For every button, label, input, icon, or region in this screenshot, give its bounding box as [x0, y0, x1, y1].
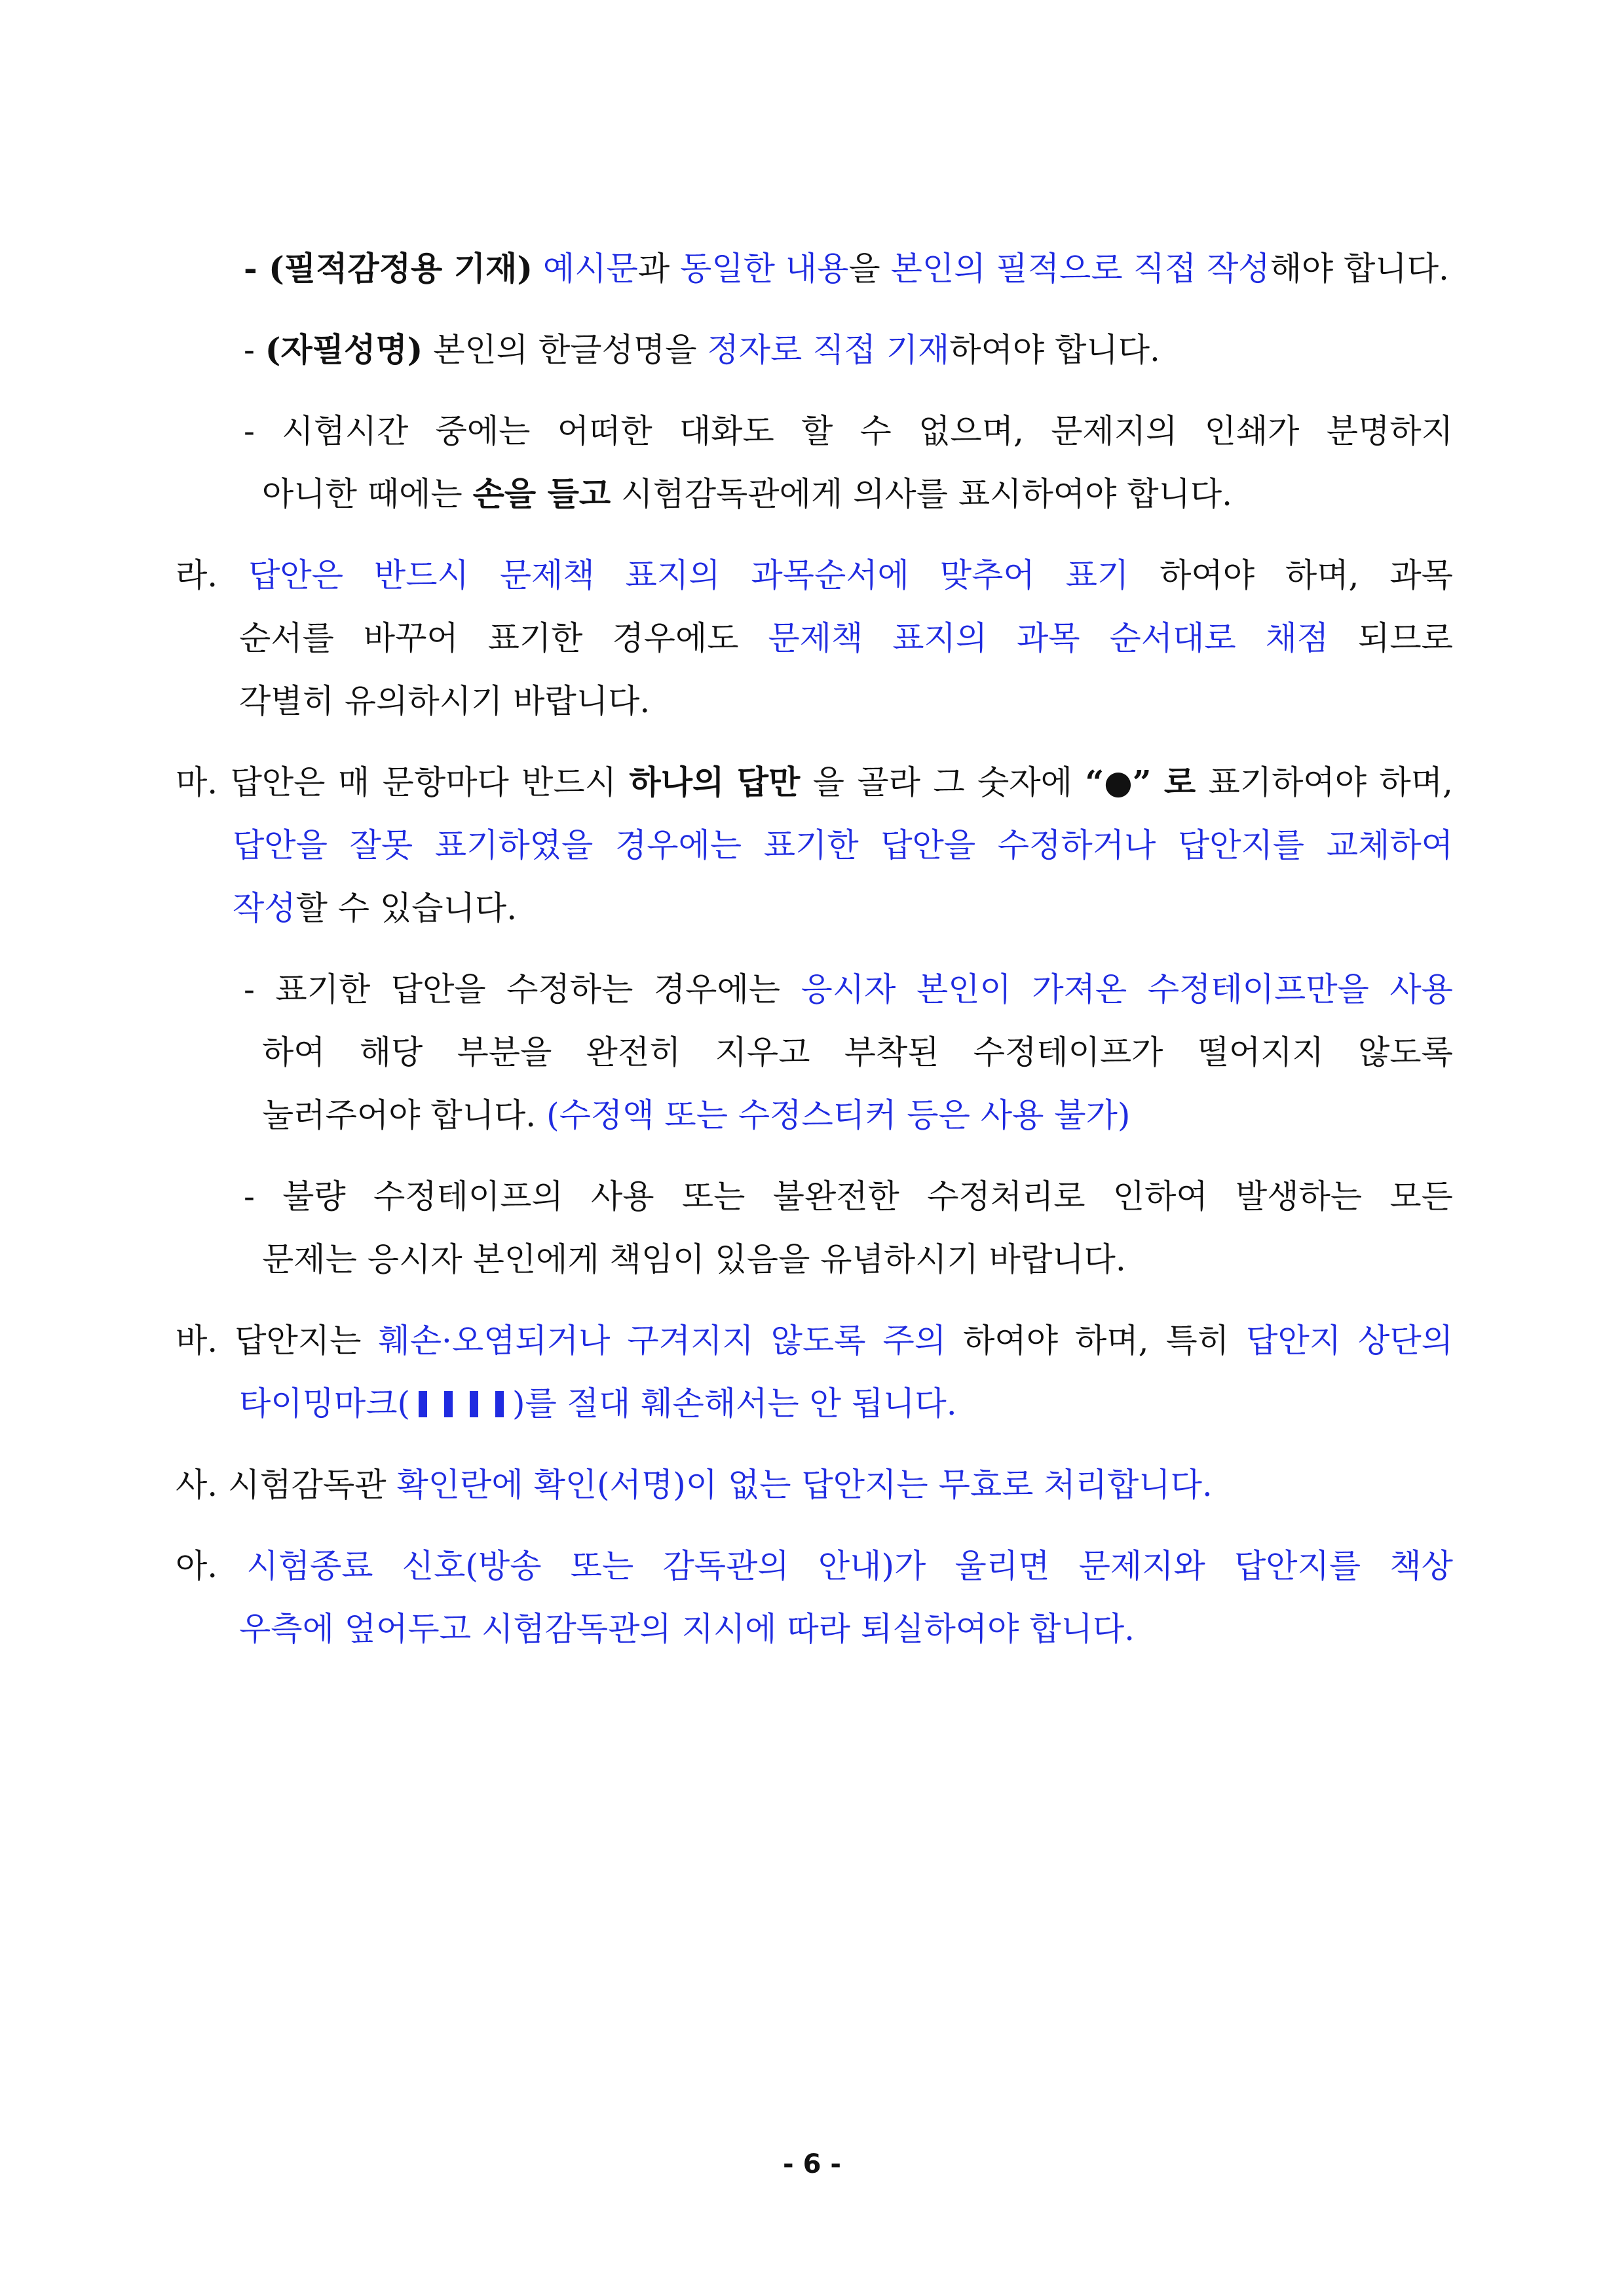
- text-segment: )를 절대 훼손해서는 안 됩니다.: [512, 1385, 957, 1423]
- text-segment: 눌러주어야 합니다.: [262, 1096, 547, 1134]
- text-word: 수정하는: [506, 970, 633, 1008]
- text-word: 주의: [882, 1322, 947, 1360]
- text-word: 수정테이프가: [973, 1033, 1163, 1071]
- text-line: [176, 1546, 1453, 1586]
- text-word: -: [244, 412, 255, 450]
- text-word: 문제지의: [1051, 412, 1178, 450]
- text-word: 바.: [176, 1322, 218, 1360]
- text-segment: 하여야 합니다.: [949, 331, 1160, 369]
- text-line: [262, 474, 1232, 514]
- text-segment: 사. 시험감독관: [176, 1466, 397, 1504]
- text-line: [176, 1465, 1213, 1504]
- text-word: 사용: [1389, 970, 1453, 1008]
- text-segment: 손을 들고: [472, 474, 611, 513]
- text-word: 문항마다: [382, 763, 509, 801]
- text-word: 맞추어: [939, 556, 1035, 594]
- text-word: 인하여: [1112, 1177, 1208, 1215]
- text-word: 대화도: [679, 412, 774, 450]
- text-word: 또는: [570, 1547, 634, 1585]
- text-word: 문제지와: [1078, 1547, 1205, 1585]
- page-number: - 6 -: [783, 2149, 841, 2179]
- text-word: 골라: [857, 763, 920, 801]
- text-word: 표기한: [487, 619, 583, 657]
- text-word: 수: [859, 412, 892, 450]
- text-word: 중에는: [435, 412, 531, 450]
- text-word: 완전히: [586, 1033, 681, 1071]
- text-word: 사용: [590, 1177, 654, 1215]
- text-segment: 예시문: [542, 250, 638, 288]
- text-word: 하나의: [629, 763, 725, 801]
- text-word: 수정하거나: [997, 826, 1156, 864]
- text-word: 않도록: [1357, 1033, 1453, 1071]
- text-segment: 과: [637, 250, 681, 288]
- text-word: 과목: [1016, 619, 1080, 657]
- text-word: 하며,: [1285, 556, 1359, 594]
- text-word: 인쇄가: [1204, 412, 1300, 450]
- text-word: 을: [812, 763, 844, 801]
- timing-mark-icon: [419, 1391, 427, 1417]
- text-word: 훼손·오염되거나: [378, 1322, 611, 1360]
- text-word: 부분을: [457, 1033, 552, 1071]
- text-word: 본인이: [916, 970, 1011, 1008]
- text-line: [244, 1177, 1453, 1216]
- text-segment: -: [244, 331, 265, 369]
- text-segment: (필적감정용 기재): [269, 249, 533, 288]
- text-word: 상단의: [1358, 1322, 1453, 1360]
- text-word: 바꾸어: [363, 619, 459, 657]
- timing-mark-icon: [470, 1391, 478, 1417]
- text-word: 하여: [262, 1033, 326, 1071]
- text-word: 그: [933, 763, 965, 801]
- text-line: [239, 619, 1453, 658]
- text-word: 답안지는: [235, 1322, 362, 1360]
- text-word: 표지의: [625, 556, 721, 594]
- text-segment: 문제는 응시자 본인에게 책임이 있음을 유념하시기 바랍니다.: [262, 1240, 1126, 1278]
- text-line: [239, 681, 650, 721]
- text-word: 답안지: [1246, 1322, 1342, 1360]
- text-word: 문제책: [768, 619, 863, 657]
- text-segment: (수정액 또는 수정스티커 등은 사용 불가): [546, 1096, 1131, 1134]
- text-word: 표기하여야: [1208, 763, 1367, 801]
- text-segment: 해야 합니다.: [1270, 250, 1449, 288]
- text-word: 순서대로: [1109, 619, 1236, 657]
- text-word: 분명하지: [1326, 412, 1453, 450]
- text-segment: 할 수 있습니다.: [295, 889, 518, 927]
- text-word: 응시자: [801, 970, 896, 1008]
- text-word: 수정테이프만을: [1147, 970, 1369, 1008]
- text-segment: 확인란에 확인(서명)이 없는 답안지는 무효로 처리합니다.: [396, 1466, 1213, 1504]
- text-word: 라.: [176, 556, 218, 594]
- text-segment: -: [244, 249, 269, 288]
- text-word: 답안은: [248, 556, 344, 594]
- timing-mark-icon: [495, 1391, 504, 1417]
- text-word: -: [244, 1177, 255, 1215]
- text-line: [244, 411, 1453, 451]
- text-word: 책상: [1389, 1547, 1453, 1585]
- text-segment: 본인의 한글성명을: [423, 331, 708, 369]
- text-word: 과목순서에: [751, 556, 909, 594]
- text-line: [244, 330, 1160, 370]
- text-word: 구겨지지: [627, 1322, 754, 1360]
- text-word: 과목: [1389, 556, 1453, 594]
- text-word: 하며,: [1075, 1322, 1149, 1360]
- text-line: [233, 889, 517, 928]
- text-segment: 동일한 내용: [680, 250, 849, 288]
- text-word: 답안지를: [1234, 1547, 1361, 1585]
- text-word: 순서를: [239, 619, 334, 657]
- text-line: [262, 1033, 1453, 1072]
- text-word: 답안을: [233, 826, 328, 864]
- text-word: 감독관의: [662, 1547, 789, 1585]
- text-line: [244, 249, 1449, 288]
- text-line: [239, 1384, 957, 1423]
- text-word: 반드시: [373, 556, 469, 594]
- text-word: 반드시: [521, 763, 617, 801]
- text-word: 마.: [176, 763, 218, 801]
- text-segment: 아니한 때에는: [262, 475, 473, 513]
- text-word: “●”: [1085, 763, 1152, 801]
- text-word: 시험종료: [246, 1547, 373, 1585]
- text-word: 수정테이프의: [373, 1177, 563, 1215]
- text-line: [176, 1321, 1453, 1360]
- text-line: [262, 1096, 1130, 1135]
- text-word: 해당: [359, 1033, 423, 1071]
- text-word: -: [244, 970, 255, 1008]
- text-word: 표기한: [763, 826, 859, 864]
- text-line: [262, 1240, 1126, 1279]
- text-word: 없으며,: [918, 412, 1024, 450]
- text-segment: (자필성명): [265, 330, 423, 369]
- text-word: 표기: [1065, 556, 1129, 594]
- text-word: 아.: [176, 1547, 218, 1585]
- text-word: 답안을: [390, 970, 486, 1008]
- text-segment: 타이밍마크(: [239, 1385, 411, 1423]
- text-word: 경우에는: [614, 826, 742, 864]
- text-line: [233, 826, 1453, 865]
- text-segment: 정자로 직접 기재: [707, 331, 950, 369]
- text-word: 교체하여: [1326, 826, 1453, 864]
- text-word: 어떠한: [557, 412, 652, 450]
- text-segment: 각별히 유의하시기 바랍니다.: [239, 682, 651, 720]
- text-word: 신호(방송: [402, 1547, 542, 1585]
- text-word: 발생하는: [1235, 1177, 1363, 1215]
- text-line: [244, 970, 1453, 1009]
- text-word: 떨어지지: [1197, 1033, 1324, 1071]
- text-word: 답안을: [880, 826, 976, 864]
- text-word: 수정처리로: [927, 1177, 1086, 1215]
- text-word: 지우고: [715, 1033, 810, 1071]
- text-word: 문제책: [499, 556, 595, 594]
- text-word: 가져온: [1032, 970, 1127, 1008]
- text-word: 되므로: [1358, 619, 1453, 657]
- text-segment: 우측에 엎어두고 시험감독관의 지시에 따라 퇴실하여야 합니다.: [239, 1610, 1135, 1648]
- text-word: 불완전한: [772, 1177, 899, 1215]
- text-word: 시험시간: [282, 412, 409, 450]
- text-word: 울리면: [954, 1547, 1050, 1585]
- text-word: 숫자에: [977, 763, 1072, 801]
- text-word: 또는: [681, 1177, 746, 1215]
- text-word: 표지의: [892, 619, 988, 657]
- text-word: 로: [1163, 763, 1196, 801]
- text-segment: 본인의 필적으로 직접 작성: [890, 250, 1270, 288]
- timing-marks: [410, 1385, 512, 1423]
- text-segment: 을: [848, 250, 891, 288]
- text-segment: 시험감독관에게 의사를 표시하여야 합니다.: [611, 475, 1233, 513]
- text-word: 안내)가: [818, 1547, 926, 1585]
- text-word: 모든: [1389, 1177, 1453, 1215]
- text-line: [176, 556, 1453, 595]
- text-word: 답안지를: [1177, 826, 1305, 864]
- text-word: 답만: [736, 763, 801, 801]
- text-word: 하여야: [963, 1322, 1059, 1360]
- text-word: 할: [801, 412, 833, 450]
- text-word: 하며,: [1379, 763, 1453, 801]
- text-word: 표기하였을: [434, 826, 594, 864]
- text-line: [239, 1609, 1135, 1649]
- text-word: 잘못: [349, 826, 413, 864]
- text-word: 특히: [1165, 1322, 1230, 1360]
- text-word: 표기한: [275, 970, 371, 1008]
- text-word: 하여야: [1160, 556, 1255, 594]
- text-word: 부착된: [844, 1033, 939, 1071]
- text-word: 불량: [282, 1177, 346, 1215]
- text-word: 않도록: [770, 1322, 866, 1360]
- text-word: 답안은: [230, 763, 326, 801]
- text-word: 경우에는: [653, 970, 781, 1008]
- text-line: [176, 763, 1453, 802]
- text-segment: [533, 250, 543, 288]
- text-word: 경우에도: [612, 619, 739, 657]
- timing-mark-icon: [444, 1391, 453, 1417]
- text-word: 채점: [1265, 619, 1329, 657]
- text-segment: 작성: [233, 889, 296, 927]
- text-word: 매: [337, 763, 370, 801]
